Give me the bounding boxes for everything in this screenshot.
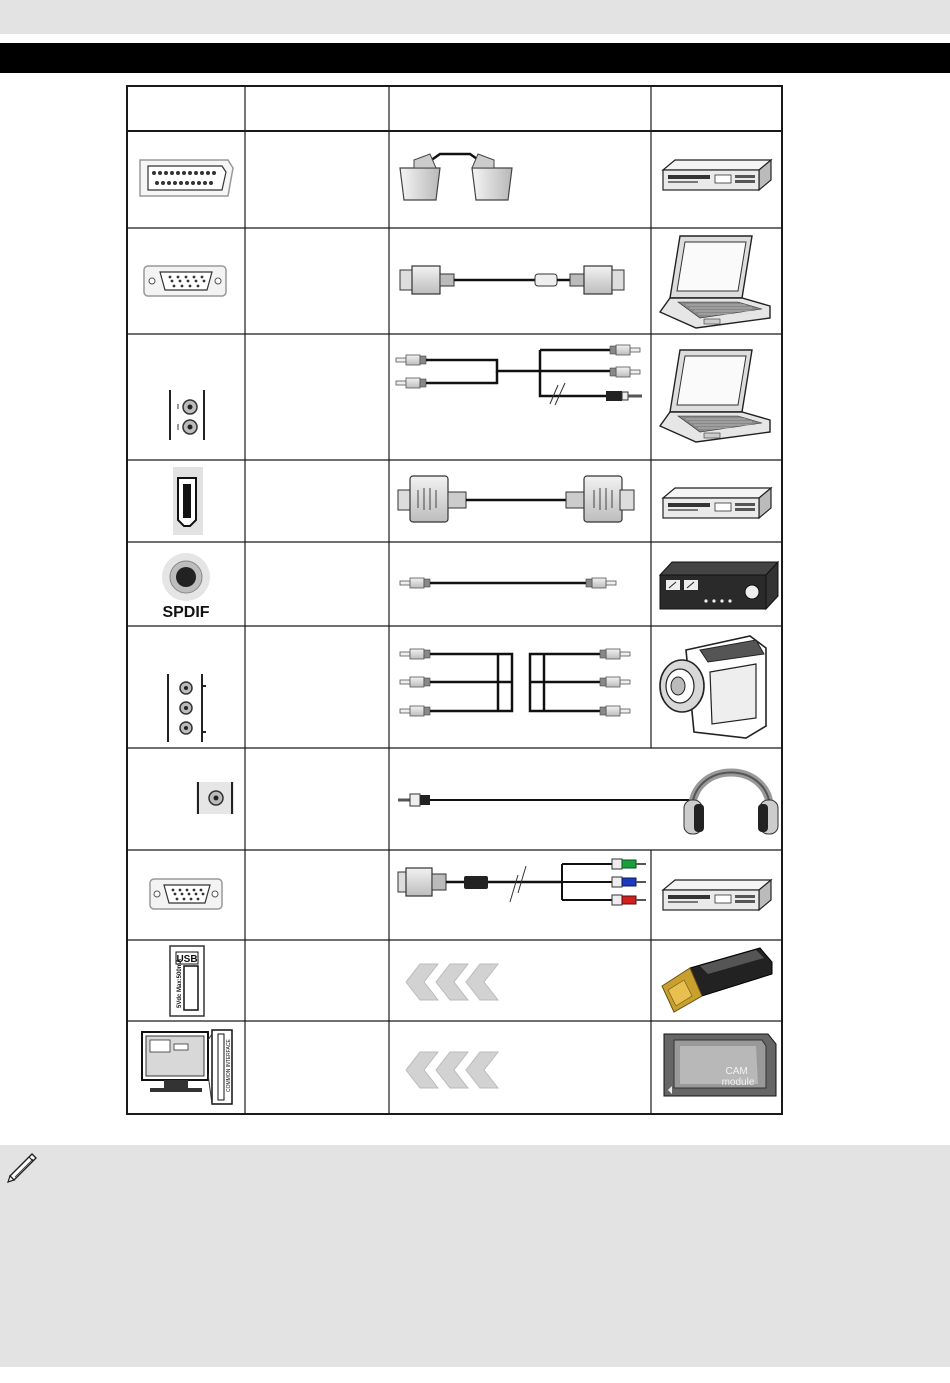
common-interface-label: COMMON INTERFACE [226,1039,232,1092]
side-audio-socket-icon [168,390,206,440]
vga-cable-icon [400,266,624,294]
scart-socket-icon [140,160,233,196]
laptop-icon [660,350,770,442]
note-area [0,1145,950,1367]
usb-power-label: 5Vdc Max:500mA [177,958,183,1008]
ypbpr-cable-icon [398,859,646,905]
cam-module-label: CAM module [721,1066,755,1088]
hdmi-cable-icon [398,476,634,522]
hdmi-socket-icon [173,467,203,535]
headphone-socket-icon [196,782,234,814]
cam-module-icon [664,1034,776,1096]
vga-socket-icon [144,266,226,296]
usb-label: USB [176,954,198,965]
headphone-jack-cable-icon [398,794,690,806]
audio-amplifier-icon [660,562,778,609]
usb-stick-icon [662,948,772,1012]
side-av-socket-icon [166,674,206,742]
insert-arrows-icon [406,964,498,1000]
pc-audio-cable-icon [396,345,642,405]
insert-arrows-icon [406,1052,498,1088]
scart-cable-icon [400,154,512,200]
headphones-icon [684,773,778,835]
coaxial-cable-icon [400,578,616,588]
camcorder-icon [660,636,766,738]
spdif-label: SPDIF [162,604,210,621]
dvd-recorder-icon [663,880,771,910]
tv-rear-ci-icon [142,1030,232,1104]
ypbpr-vga-socket-icon [150,879,222,909]
spdif-socket-icon [162,553,210,601]
pencil-note-icon [4,1148,40,1184]
dvd-recorder-icon [663,160,771,190]
laptop-icon [660,236,770,328]
dvd-recorder-icon [663,488,771,518]
av-cable-icon [400,649,630,716]
